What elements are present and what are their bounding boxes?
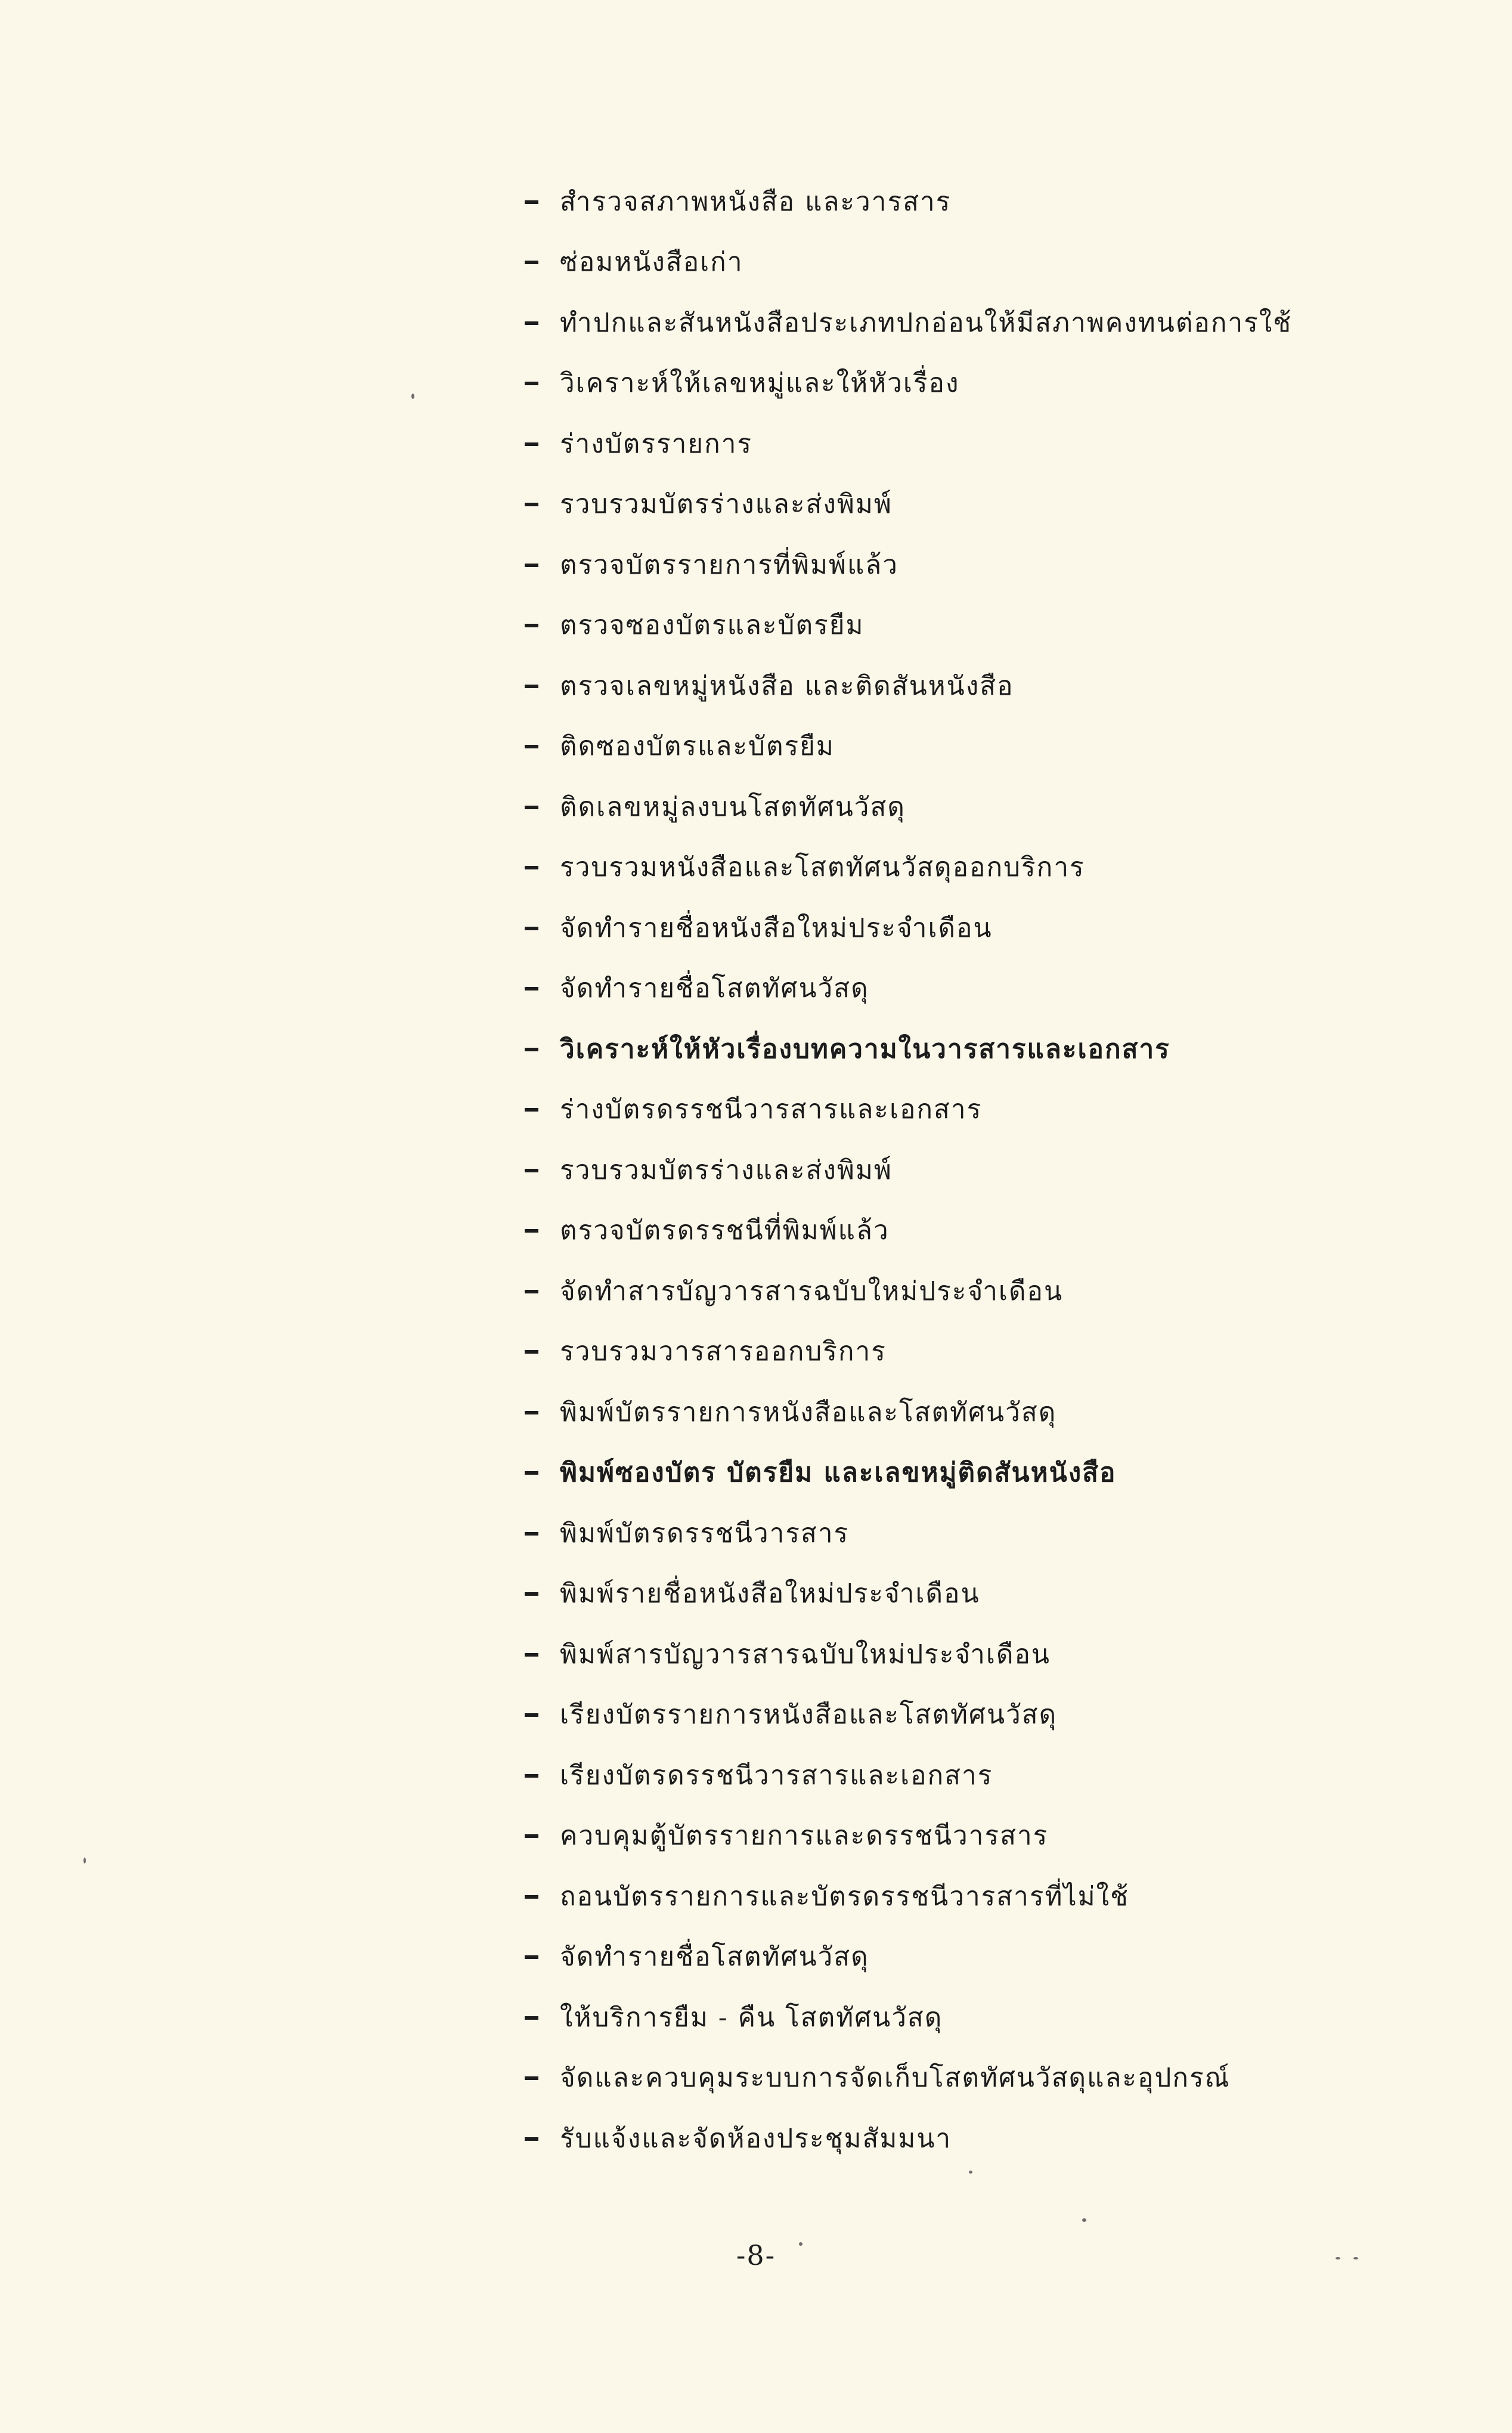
page-number: -8- — [736, 2239, 776, 2271]
list-item — [525, 1806, 1359, 1867]
bullet-dash — [525, 1532, 538, 1536]
bullet-dash — [525, 382, 538, 385]
list-item — [525, 172, 1359, 233]
task-list — [525, 172, 1359, 2169]
bullet-dash — [525, 1471, 538, 1475]
list-item — [525, 414, 1359, 475]
list-item — [525, 1140, 1359, 1201]
list-item — [525, 1201, 1359, 1262]
bullet-dash — [525, 624, 538, 627]
scan-speck — [1353, 2257, 1358, 2259]
bullet-dash — [525, 2076, 538, 2080]
bullet-dash — [525, 1653, 538, 1657]
list-item — [525, 838, 1359, 899]
list-item-text: จัดทำสารบัญวารสารฉบับใหม่ประจำเดือน — [560, 1276, 1064, 1307]
list-item — [525, 898, 1359, 959]
bullet-dash — [525, 987, 538, 990]
list-item — [525, 1927, 1359, 1988]
bullet-dash — [525, 685, 538, 688]
list-item — [525, 1261, 1359, 1322]
list-item-text: ตรวจบัตรรายการที่พิมพ์แล้ว — [560, 549, 898, 580]
scan-speck — [799, 2242, 803, 2246]
list-item-text: ตรวจซองบัตรและบัตรยืม — [560, 610, 865, 641]
list-item — [525, 2048, 1359, 2109]
bullet-dash — [525, 1713, 538, 1717]
list-item-text: ให้บริการยืม - คืน โสตทัศนวัสดุ — [560, 2002, 943, 2033]
list-item-text: รวบรวมบัตรร่างและส่งพิมพ์ — [560, 489, 893, 520]
list-item — [525, 1624, 1359, 1685]
bullet-dash — [525, 927, 538, 930]
list-item — [525, 959, 1359, 1020]
list-item — [525, 475, 1359, 535]
list-item-text: วิเคราะห์ให้หัวเรื่องบทความในวารสารและเอกสาร — [560, 1033, 1170, 1064]
list-item — [525, 1988, 1359, 2048]
list-item — [525, 1564, 1359, 1625]
bullet-dash — [525, 1834, 538, 1838]
scan-speck — [83, 1858, 86, 1864]
list-item — [525, 777, 1359, 838]
list-item-text: จัดทำรายชื่อโสตทัศนวัสดุ — [560, 1942, 869, 1973]
bullet-dash — [525, 806, 538, 809]
bullet-dash — [525, 200, 538, 204]
list-item-text: รวบรวมบัตรร่างและส่งพิมพ์ — [560, 1154, 893, 1185]
list-item — [525, 656, 1359, 717]
list-item-text: ร่างบัตรรายการ — [560, 428, 753, 459]
list-item-text: จัดและควบคุมระบบการจัดเก็บโสตทัศนวัสดุและอุปกรณ์ — [560, 2063, 1231, 2094]
list-item-text: ควบคุมตู้บัตรรายการและดรรชนีวารสาร — [560, 1821, 1049, 1852]
list-item — [525, 1382, 1359, 1443]
list-item-text: วิเคราะห์ให้เลขหมู่และให้หัวเรื่อง — [560, 368, 960, 399]
list-item — [525, 596, 1359, 657]
bullet-dash — [525, 261, 538, 264]
list-item-text: ซ่อมหนังสือเก่า — [560, 247, 743, 278]
list-item — [525, 1866, 1359, 1927]
list-item-text: พิมพ์รายชื่อหนังสือใหม่ประจำเดือน — [560, 1578, 980, 1609]
scan-speck — [1082, 2218, 1086, 2222]
list-item — [525, 1080, 1359, 1141]
bullet-dash — [525, 1290, 538, 1293]
list-item — [525, 293, 1359, 354]
bullet-dash — [525, 1955, 538, 1959]
list-item — [525, 1503, 1359, 1564]
list-item — [525, 535, 1359, 596]
bullet-dash — [525, 745, 538, 748]
list-item — [525, 1443, 1359, 1504]
bullet-dash — [525, 1350, 538, 1354]
bullet-dash — [525, 866, 538, 869]
list-item-text: จัดทำรายชื่อโสตทัศนวัสดุ — [560, 973, 869, 1004]
bullet-dash — [525, 1229, 538, 1233]
list-item-text: รับแจ้งและจัดห้องประชุมสัมมนา — [560, 2123, 952, 2154]
list-item-text: ตรวจเลขหมู่หนังสือ และติดสันหนังสือ — [560, 670, 1014, 701]
list-item-text: เรียงบัตรรายการหนังสือและโสตทัศนวัสดุ — [560, 1700, 1058, 1731]
bullet-dash — [525, 564, 538, 567]
list-item — [525, 233, 1359, 293]
list-item-text: ร่างบัตรดรรชนีวารสารและเอกสาร — [560, 1094, 983, 1125]
list-item-text: รวบรวมวารสารออกบริการ — [560, 1336, 887, 1367]
bullet-dash — [525, 1169, 538, 1172]
list-item — [525, 2109, 1359, 2169]
list-item-text: พิมพ์สารบัญวารสารฉบับใหม่ประจำเดือน — [560, 1639, 1051, 1670]
list-item-text: จัดทำรายชื่อหนังสือใหม่ประจำเดือน — [560, 912, 993, 943]
list-item-text: ติดเลขหมู่ลงบนโสตทัศนวัสดุ — [560, 791, 906, 822]
bullet-dash — [525, 2137, 538, 2141]
bullet-dash — [525, 503, 538, 506]
bullet-dash — [525, 321, 538, 325]
list-item — [525, 1685, 1359, 1746]
bullet-dash — [525, 1895, 538, 1899]
list-item-text: ติดซองบัตรและบัตรยืม — [560, 731, 835, 762]
list-item-text: พิมพ์ซองบัตร บัตรยืม และเลขหมู่ติดสันหนังสือ — [560, 1457, 1117, 1488]
scan-speck — [969, 2171, 972, 2174]
list-item — [525, 1322, 1359, 1383]
list-item-text: พิมพ์บัตรรายการหนังสือและโสตทัศนวัสดุ — [560, 1397, 1057, 1428]
list-item-text: พิมพ์บัตรดรรชนีวารสาร — [560, 1518, 850, 1549]
scan-speck — [1336, 2257, 1340, 2259]
list-item — [525, 1019, 1359, 1080]
bullet-dash — [525, 1592, 538, 1596]
list-item-text: ถอนบัตรรายการและบัตรดรรชนีวารสารที่ไม่ใช้ — [560, 1881, 1129, 1912]
bullet-dash — [525, 2016, 538, 2020]
list-item — [525, 354, 1359, 414]
bullet-dash — [525, 1108, 538, 1112]
list-item-text: สำรวจสภาพหนังสือ และวารสาร — [560, 186, 952, 217]
list-item-text: เรียงบัตรดรรชนีวารสารและเอกสาร — [560, 1760, 993, 1791]
list-item-text: รวบรวมหนังสือและโสตทัศนวัสดุออกบริการ — [560, 852, 1085, 883]
list-item — [525, 1745, 1359, 1806]
list-item — [525, 717, 1359, 778]
bullet-dash — [525, 1774, 538, 1778]
bullet-dash — [525, 1411, 538, 1414]
scan-speck — [411, 394, 414, 399]
bullet-dash — [525, 442, 538, 446]
list-item-text: ทำปกและสันหนังสือประเภทปกอ่อนให้มีสภาพคงทนต่อการใช้ — [560, 307, 1293, 338]
bullet-dash — [525, 1048, 538, 1051]
list-item-text: ตรวจบัตรดรรชนีที่พิมพ์แล้ว — [560, 1215, 890, 1246]
